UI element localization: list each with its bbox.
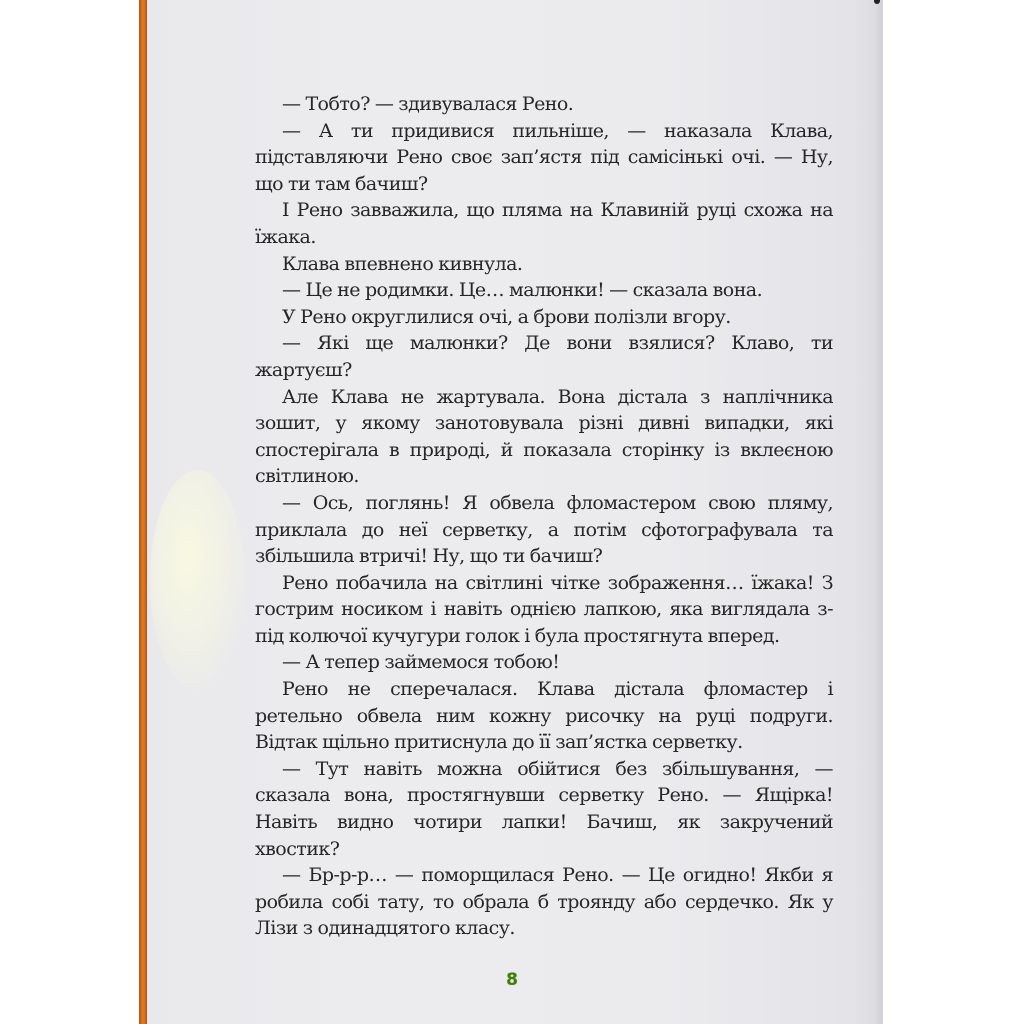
paragraph: — Які ще малюнки? Де вони взялися? Клаво, ти жартуєш? — [255, 332, 833, 381]
light-glare — [150, 470, 245, 690]
paragraph: — А ти придивися пильніше, — наказала Клава, підставляючи Рено своє зап’ястя під самісінькі очі. — Ну, що ти там бачиш? — [255, 119, 833, 195]
paragraph: — Бр-р-р… — поморщилася Рено. — Це огидно! Якби я робила собі тату, то обрала б троянду або сердечко. Як у Лізи з одинадцятого класу. — [255, 864, 833, 940]
paragraph: — Ось, поглянь! Я обвела фломастером свою пляму, приклала до неї серветку, а потім сфотографувала та збільшила втричі! Ну, що ти бачиш? — [255, 491, 833, 568]
paragraph: — Тут навіть можна обійтися без збільшування, — сказала вона, простягнувши серветку Рено. — Ящірка! Навіть видно чотири лапки! Бачиш, як закручений хвостик? — [255, 757, 833, 860]
paragraph: У Рено округлилися очі, а брови полізли вгору. — [282, 305, 731, 328]
paragraph: Клава впевнено кивнула. — [282, 252, 523, 275]
paragraph: — Це не родимки. Це… малюнки! — сказала вона. — [282, 279, 763, 302]
paragraph: — А тепер займемося тобою! — [282, 651, 560, 674]
page-number: 8 — [506, 970, 518, 990]
paragraph: Рено побачила на світлині чітке зображення… їжака! З гострим носиком і навіть однією лапкою, яка виглядала з-під колючої кучугури голок і була простягнута вперед. — [255, 571, 833, 647]
paragraph: Але Клава не жартувала. Вона дістала з наплічника зошит, у якому занотовувала різні дивні випадки, які спостерігала в природі, й показала сторінку із вклеєною світлиною. — [255, 385, 833, 488]
paragraph: — Тобто? — здивувалася Рено. — [282, 93, 574, 115]
page-text — [255, 91, 833, 942]
paragraph: Рено не сперечалася. Клава дістала фломастер і ретельно обвела ним кожну рисочку на руці подруги. Відтак щільно притиснула до її зап’ястка серветку. — [255, 678, 833, 754]
paragraph: І Рено завважила, що пляма на Клавиній руці схожа на їжака. — [255, 199, 833, 248]
page-edge-shadow — [875, 0, 883, 1024]
